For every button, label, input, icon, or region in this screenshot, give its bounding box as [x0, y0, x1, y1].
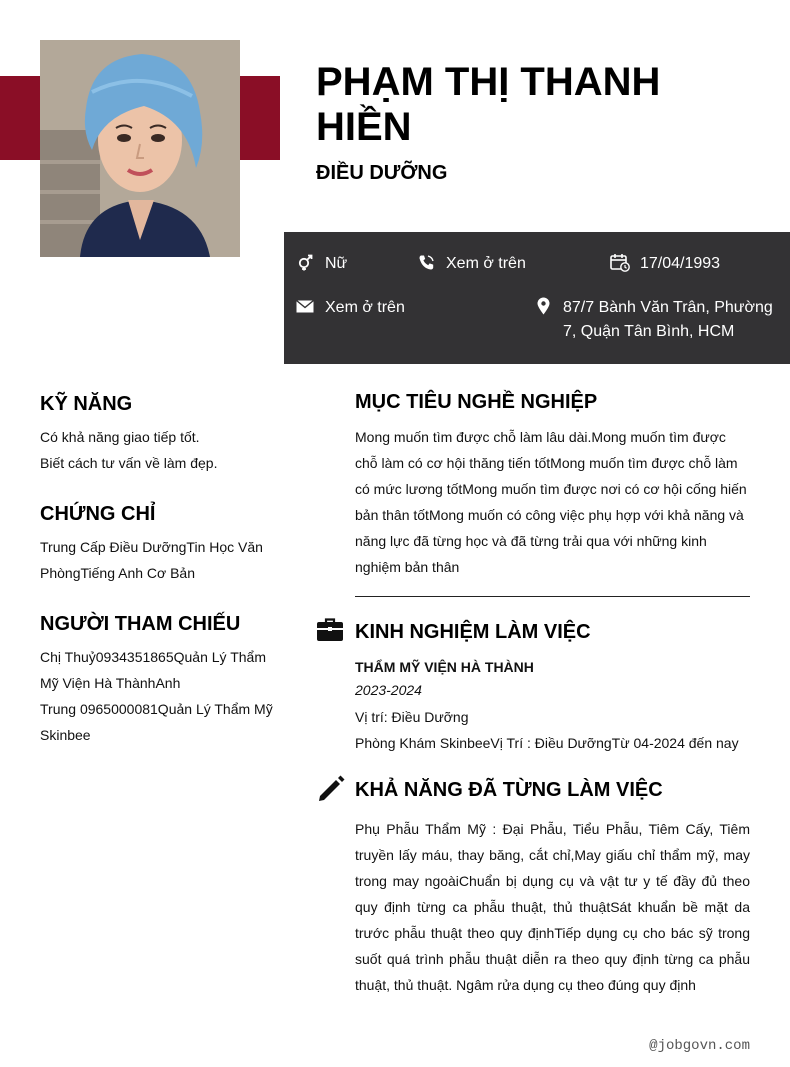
- skill-item: Có khả năng giao tiếp tốt.: [40, 429, 200, 445]
- email-info: [294, 296, 405, 320]
- section-divider: [355, 596, 750, 597]
- gender-value: Nữ: [325, 255, 348, 272]
- mail-icon: [294, 296, 316, 316]
- birthday-value: 17/04/1993: [640, 255, 721, 272]
- calendar-icon: [609, 252, 631, 272]
- gender-icon: [294, 252, 316, 272]
- experience-position: Vị trí: Điều Dưỡng: [355, 709, 469, 725]
- experience-section: [355, 616, 750, 756]
- pencil-icon: [316, 774, 344, 802]
- reference-item: Chị Thuỷ0934351865Quản Lý Thẩm Mỹ Viện Hà ThànhAnh: [40, 649, 266, 691]
- experience-period: 2023-2024: [355, 682, 422, 698]
- certificates-heading: CHỨNG CHỈ: [40, 503, 156, 525]
- experience-company: THẨM MỸ VIỆN HÀ THÀNH: [355, 659, 534, 675]
- references-heading: NGƯỜI THAM CHIẾU: [40, 613, 241, 635]
- profile-photo-illustration: [40, 40, 240, 257]
- left-column: [40, 388, 280, 770]
- briefcase-icon: [316, 616, 344, 644]
- skills-section: [40, 388, 280, 476]
- address-value: 87/7 Bành Văn Trân, Phường 7, Quận Tân Bình, HCM: [563, 299, 773, 340]
- objective-heading: MỤC TIÊU NGHỀ NGHIỆP: [355, 391, 598, 413]
- abilities-section: [355, 774, 750, 998]
- objective-text: Mong muốn tìm được chỗ làm lâu dài.Mong muốn tìm được chỗ làm có cơ hội thăng tiến tốtMong muốn tìm được chỗ làm có mức lương tốtMong muốn tìm được nơi có cơ hội cống hiến bản thân tốtMong muốn có công việc phụ hợp với khả năng và năng lực đã từng học và đã từng trải qua với những kinh nghiệm bản thân: [355, 429, 747, 575]
- abilities-text: Phụ Phẫu Thẩm Mỹ : Đại Phẫu, Tiểu Phẫu, Tiêm Cấy, Tiêm truyền lấy máu, thay băng, cắt chỉ,May giấu chỉ thẩm mỹ, may trong may ngoàiChuẩn bị dụng cụ và vật tư y tế đầy đủ theo quy định từng ca phẫu thuật, thủ thuậtSát khuẩn bề mặt da trước phẫu thuật theo quy địnhTiếp dụng cụ cho bác sỹ trong suốt quá trình phẫu thuật diễn ra theo quy định từng ca phẫu thuật, thủ thuật. Ngâm rửa dụng cụ theo đúng quy định: [355, 821, 750, 993]
- location-pin-icon: [532, 296, 554, 316]
- contact-info-panel: [284, 232, 790, 364]
- experience-heading: KINH NGHIỆM LÀM VIỆC: [355, 621, 591, 643]
- address-info: [532, 296, 780, 344]
- skill-item: Biết cách tư vấn về làm đẹp.: [40, 455, 218, 471]
- references-section: [40, 608, 280, 748]
- phone-value: Xem ở trên: [446, 255, 526, 272]
- phone-info: [415, 252, 526, 276]
- email-value: Xem ở trên: [325, 299, 405, 316]
- gender-info: [294, 252, 347, 276]
- skills-heading: KỸ NĂNG: [40, 393, 133, 415]
- job-title: ĐIỀU DƯỠNG: [316, 162, 448, 184]
- objective-section: [355, 386, 750, 580]
- certificates-text: Trung Cấp Điều DưỡngTin Học Văn PhòngTiếng Anh Cơ Bản: [40, 539, 263, 581]
- candidate-name: PHẠM THỊ THANH HIỀN: [316, 60, 661, 149]
- certificates-section: [40, 498, 280, 586]
- birthday-info: [609, 252, 720, 276]
- reference-item: Trung 0965000081Quản Lý Thẩm Mỹ Skinbee: [40, 701, 273, 743]
- experience-note: Phòng Khám SkinbeeVị Trí : Điều DưỡngTừ 04-2024 đến nay: [355, 735, 739, 751]
- footer-watermark: @jobgovn.com: [649, 1038, 750, 1054]
- phone-icon: [415, 252, 437, 272]
- abilities-heading: KHẢ NĂNG ĐÃ TỪNG LÀM VIỆC: [355, 779, 663, 801]
- profile-photo: [40, 40, 240, 257]
